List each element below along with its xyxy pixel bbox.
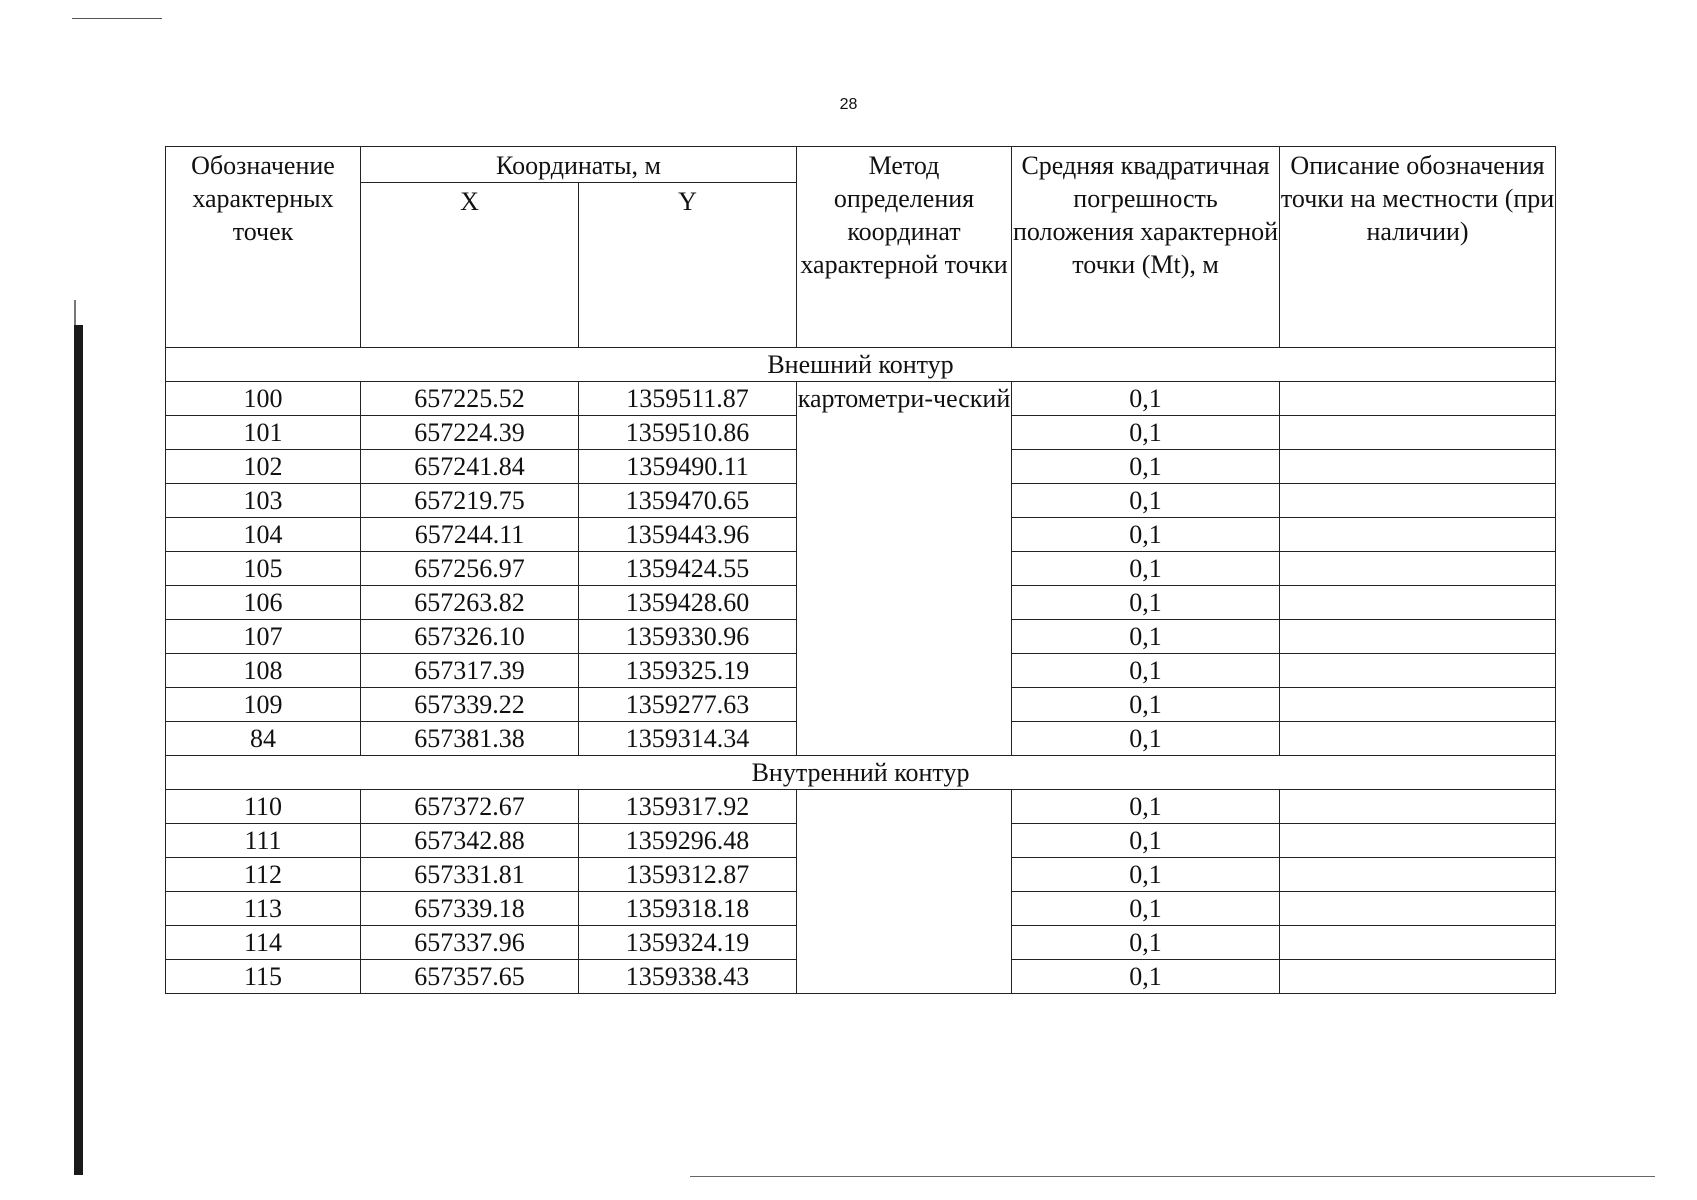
y-cell: 1359330.96: [579, 620, 797, 654]
y-cell: 1359325.19: [579, 654, 797, 688]
x-cell: 657225.52: [361, 382, 579, 416]
description-cell: [1280, 484, 1556, 518]
y-cell: 1359318.18: [579, 892, 797, 926]
point-cell: 105: [166, 552, 361, 586]
y-cell: 1359490.11: [579, 450, 797, 484]
description-cell: [1280, 892, 1556, 926]
description-cell: [1280, 926, 1556, 960]
description-cell: [1280, 654, 1556, 688]
x-cell: 657241.84: [361, 450, 579, 484]
x-cell: 657263.82: [361, 586, 579, 620]
error-cell: 0,1: [1012, 450, 1280, 484]
point-cell: 106: [166, 586, 361, 620]
error-cell: 0,1: [1012, 416, 1280, 450]
outer-contour-section: [166, 348, 1556, 756]
point-cell: 112: [166, 858, 361, 892]
coordinates-table: [165, 146, 1556, 994]
description-cell: [1280, 416, 1556, 450]
error-cell: 0,1: [1012, 858, 1280, 892]
description-cell: [1280, 552, 1556, 586]
error-cell: 0,1: [1012, 892, 1280, 926]
header-row-1: [166, 147, 1556, 183]
x-cell: 657372.67: [361, 790, 579, 824]
description-cell: [1280, 824, 1556, 858]
section-title-outer: Внешний контур: [166, 348, 1556, 382]
y-cell: 1359324.19: [579, 926, 797, 960]
x-cell: 657331.81: [361, 858, 579, 892]
y-cell: 1359470.65: [579, 484, 797, 518]
point-cell: 110: [166, 790, 361, 824]
error-cell: 0,1: [1012, 960, 1280, 994]
x-cell: 657224.39: [361, 416, 579, 450]
point-cell: 103: [166, 484, 361, 518]
method-cell: [797, 790, 1012, 994]
description-cell: [1280, 518, 1556, 552]
header-point-designation: Обозначение характерных точек: [166, 147, 361, 348]
error-cell: 0,1: [1012, 518, 1280, 552]
inner-contour-section: [166, 756, 1556, 994]
point-cell: 115: [166, 960, 361, 994]
description-cell: [1280, 688, 1556, 722]
table-row: [166, 382, 1556, 416]
description-cell: [1280, 960, 1556, 994]
table-row: [166, 790, 1556, 824]
x-cell: 657326.10: [361, 620, 579, 654]
point-cell: 108: [166, 654, 361, 688]
description-cell: [1280, 722, 1556, 756]
y-cell: 1359312.87: [579, 858, 797, 892]
point-cell: 113: [166, 892, 361, 926]
x-cell: 657219.75: [361, 484, 579, 518]
y-cell: 1359511.87: [579, 382, 797, 416]
point-cell: 109: [166, 688, 361, 722]
top-rule: [72, 18, 162, 19]
description-cell: [1280, 450, 1556, 484]
y-cell: 1359428.60: [579, 586, 797, 620]
description-cell: [1280, 620, 1556, 654]
x-cell: 657317.39: [361, 654, 579, 688]
description-cell: [1280, 858, 1556, 892]
x-cell: 657381.38: [361, 722, 579, 756]
point-cell: 104: [166, 518, 361, 552]
y-cell: 1359510.86: [579, 416, 797, 450]
error-cell: 0,1: [1012, 552, 1280, 586]
section-title-inner: Внутренний контур: [166, 756, 1556, 790]
section-row-inner: [166, 756, 1556, 790]
point-cell: 111: [166, 824, 361, 858]
x-cell: 657339.18: [361, 892, 579, 926]
description-cell: [1280, 586, 1556, 620]
header-error: Средняя квадратичная погрешность положения характерной точки (Mt), м: [1012, 147, 1280, 348]
error-cell: 0,1: [1012, 722, 1280, 756]
point-cell: 107: [166, 620, 361, 654]
error-cell: 0,1: [1012, 382, 1280, 416]
x-cell: 657337.96: [361, 926, 579, 960]
error-cell: 0,1: [1012, 824, 1280, 858]
point-cell: 102: [166, 450, 361, 484]
y-cell: 1359424.55: [579, 552, 797, 586]
x-cell: 657244.11: [361, 518, 579, 552]
header-description: Описание обозначения точки на местности (при наличии): [1280, 147, 1556, 348]
description-cell: [1280, 382, 1556, 416]
y-cell: 1359338.43: [579, 960, 797, 994]
error-cell: 0,1: [1012, 790, 1280, 824]
point-cell: 101: [166, 416, 361, 450]
bottom-rule: [690, 1176, 1655, 1177]
y-cell: 1359296.48: [579, 824, 797, 858]
point-cell: 114: [166, 926, 361, 960]
x-cell: 657339.22: [361, 688, 579, 722]
y-cell: 1359317.92: [579, 790, 797, 824]
page-number: 28: [839, 96, 858, 113]
x-cell: 657342.88: [361, 824, 579, 858]
point-cell: 84: [166, 722, 361, 756]
description-cell: [1280, 790, 1556, 824]
header-method: Метод определения координат характерной точки: [797, 147, 1012, 348]
x-cell: 657256.97: [361, 552, 579, 586]
error-cell: 0,1: [1012, 484, 1280, 518]
header-y: Y: [579, 183, 797, 348]
x-cell: 657357.65: [361, 960, 579, 994]
error-cell: 0,1: [1012, 586, 1280, 620]
error-cell: 0,1: [1012, 688, 1280, 722]
header-x: X: [361, 183, 579, 348]
y-cell: 1359443.96: [579, 518, 797, 552]
y-cell: 1359314.34: [579, 722, 797, 756]
header-coordinates: Координаты, м: [361, 147, 797, 183]
error-cell: 0,1: [1012, 620, 1280, 654]
y-cell: 1359277.63: [579, 688, 797, 722]
scan-edge-bar: [74, 325, 83, 1175]
point-cell: 100: [166, 382, 361, 416]
error-cell: 0,1: [1012, 654, 1280, 688]
method-cell: картометри-ческий: [797, 382, 1012, 756]
section-row-outer: [166, 348, 1556, 382]
error-cell: 0,1: [1012, 926, 1280, 960]
